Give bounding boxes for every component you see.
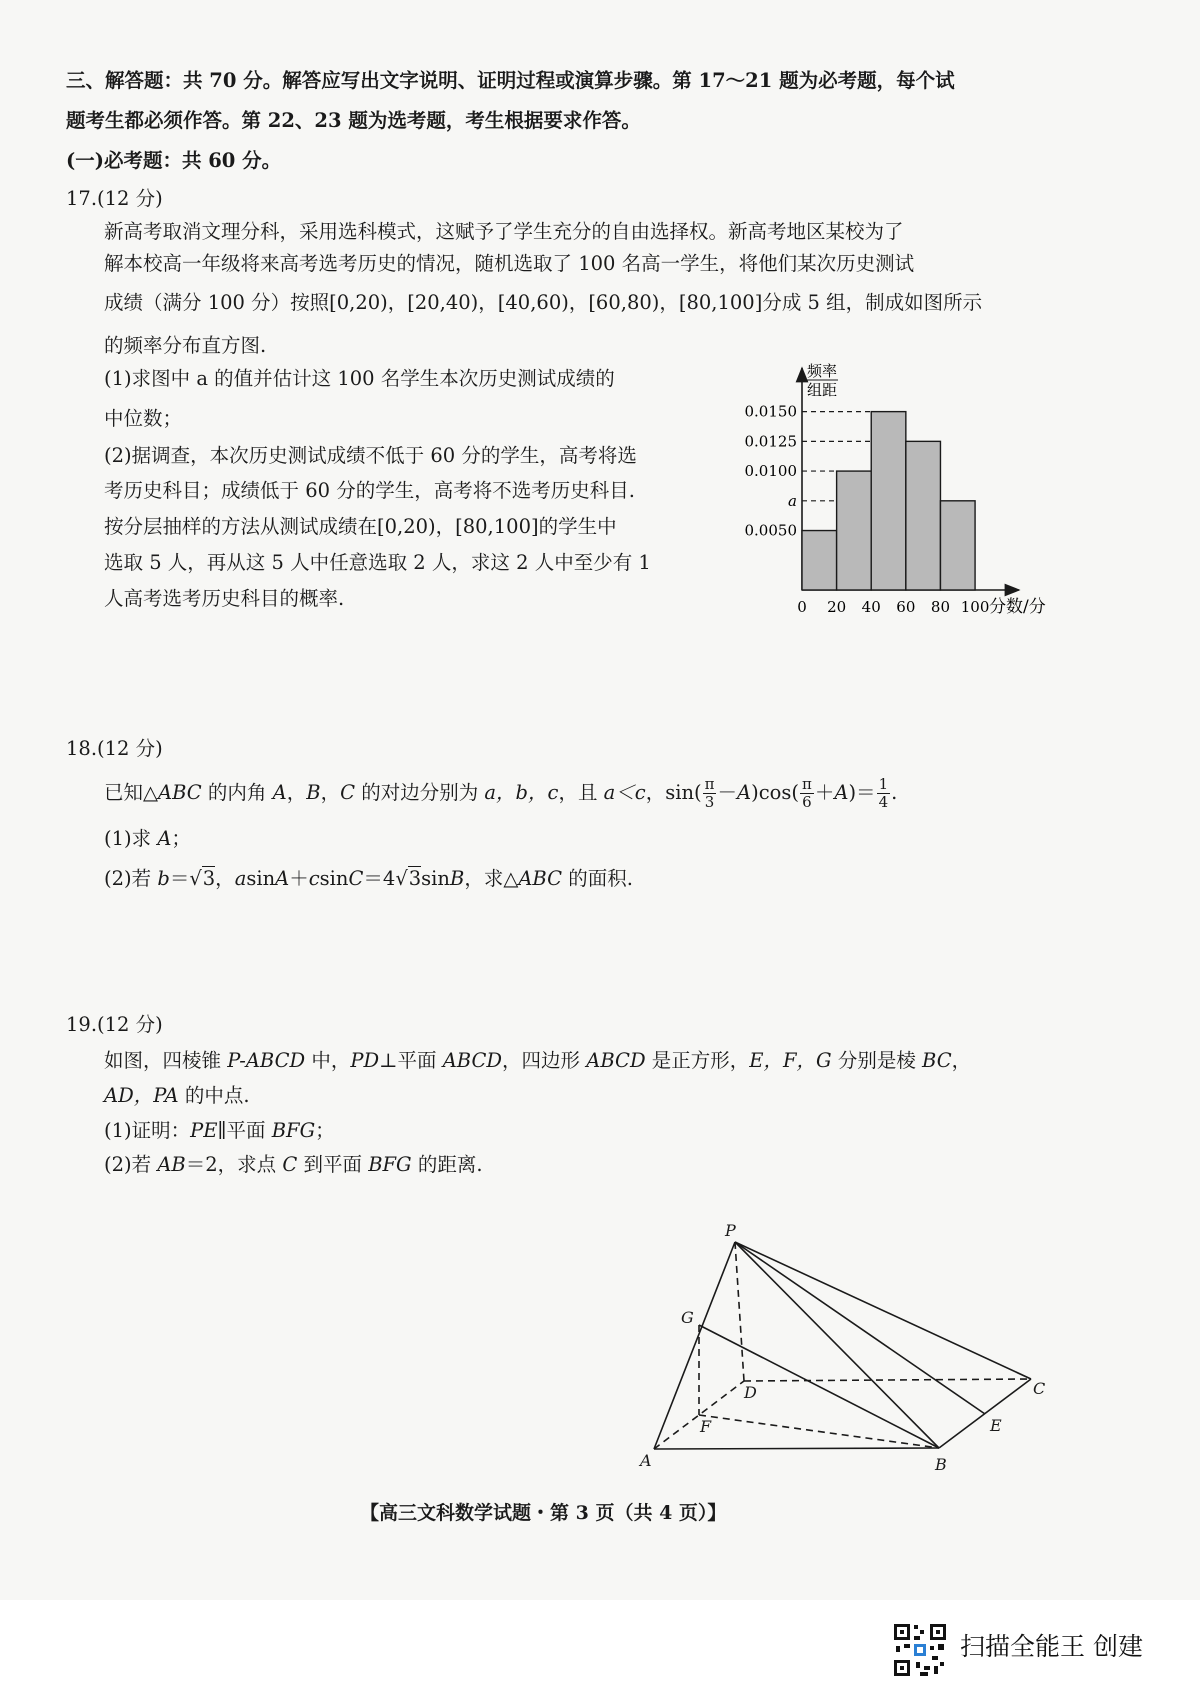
q18-stem: [104, 776, 897, 811]
fraction-denominator: 3: [704, 793, 715, 811]
q19-text: 的距离.: [411, 1153, 483, 1176]
vertex-label-B: B: [935, 1455, 947, 1474]
q17-part2-line4: 选取 5 人，再从这 5 人中任意选取 2 人，求这 2 人中至少有 1: [104, 551, 651, 574]
fraction-denominator: 4: [878, 793, 889, 811]
q18-var: A: [272, 781, 287, 804]
q19-text: 分别是棱: [831, 1049, 923, 1072]
q18-var: A: [157, 827, 172, 850]
q18-text: 的内角: [201, 781, 273, 804]
x-tick-label: 60: [896, 598, 916, 616]
q19-stem-line2: [104, 1083, 250, 1109]
histogram-bar: [802, 531, 837, 590]
q18-text: ＝4√: [363, 867, 408, 890]
q18-var: ABC: [158, 781, 202, 804]
q19-var: BFG: [271, 1119, 316, 1142]
x-tick-label: 20: [827, 598, 847, 616]
q19-part2: [104, 1152, 483, 1178]
fraction-numerator: π: [801, 775, 812, 793]
vertex-label-G: G: [681, 1308, 694, 1327]
q17-part2-line1: (2)据调查，本次历史测试成绩不低于 60 分的学生，高考将选: [104, 444, 637, 467]
page-footer: 【高三文科数学试题・第 3 页（共 4 页）】: [360, 1502, 727, 1524]
q17-intro-line4: 的频率分布直方图.: [104, 334, 267, 357]
y-axis-label-top: 频率: [806, 362, 838, 380]
fraction-one-quarter: [877, 776, 891, 811]
q19-var: ABCD: [442, 1049, 503, 1072]
x-tick-label: 100: [960, 598, 990, 616]
q18-var: A: [275, 867, 290, 890]
q19-var: BC: [922, 1049, 952, 1072]
q17-intro-line3: 成绩（满分 100 分）按照[0,20)，[20,40)，[40,60)，[60,80)，[80,100]分成 5 组，制成如图所示: [104, 291, 983, 314]
q17-part1-line1: (1)求图中 a 的值并估计这 100 名学生本次历史测试成绩的: [104, 367, 615, 390]
q19-var: AD，PA: [104, 1084, 179, 1107]
histogram-bar: [871, 412, 906, 590]
q18-text: sin: [246, 867, 276, 890]
q19-text: ＝2，求点: [185, 1153, 283, 1176]
q18-text: ，且: [558, 781, 604, 804]
y-tick-label: 0.0150: [744, 402, 797, 421]
q18-text: (2)若: [104, 867, 158, 890]
y-tick-label: a: [788, 491, 797, 510]
q18-var: B: [306, 781, 321, 804]
required-section-heading: (一)必考题：共 60 分。: [66, 149, 282, 172]
q17-intro-line2: 解本校高一年级将来高考选考历史的情况，随机选取了 100 名高一学生，将他们某次历史测试: [104, 252, 915, 275]
y-tick-label: 0.0125: [744, 432, 797, 451]
q18-var: C: [340, 781, 355, 804]
x-axis-label: 分数/分: [989, 597, 1046, 617]
x-tick-label: 80: [930, 598, 951, 616]
q19-text: (2)若: [104, 1153, 158, 1176]
y-tick-label: 0.0100: [744, 462, 797, 481]
question-17-number: 17.(12 分): [66, 187, 163, 210]
q19-var: PE: [190, 1119, 218, 1142]
q19-var: C: [282, 1153, 298, 1176]
q18-part1: [104, 826, 191, 852]
section-header-line2: 题考生都必须作答。第 22、23 题为选考题，考生根据要求作答。: [66, 109, 641, 132]
q19-text: 中，: [305, 1049, 351, 1072]
q19-part1: [104, 1118, 335, 1144]
q18-text: ，: [286, 781, 307, 804]
q18-text: (1)求: [104, 827, 158, 850]
q18-text: )cos(: [751, 781, 799, 804]
q18-var: a，b，c: [484, 781, 559, 804]
q18-text: 的面积.: [562, 867, 633, 890]
q18-text: ，求△: [464, 867, 519, 890]
histogram-bar: [940, 501, 975, 590]
q19-text: ；: [315, 1119, 335, 1142]
q19-var: P-ABCD: [227, 1049, 306, 1072]
q18-var: A: [834, 781, 849, 804]
question-18-number: 18.(12 分): [66, 737, 163, 760]
vertex-label-F: F: [700, 1417, 712, 1436]
fraction-pi-over-6: [800, 776, 814, 811]
histogram-bar: [906, 441, 941, 590]
q18-var: ABC: [518, 867, 563, 890]
q18-var: C: [348, 867, 364, 890]
q18-text: ，: [320, 781, 341, 804]
q19-text: ⊥平面: [379, 1049, 443, 1072]
fraction-denominator: 6: [802, 793, 812, 811]
q18-text: －: [717, 781, 737, 804]
q18-text: ＝√: [169, 867, 202, 890]
q18-var: c: [308, 867, 320, 890]
q19-text: 到平面: [297, 1153, 369, 1176]
x-tick-label: 0: [797, 598, 807, 616]
fraction-numerator: 1: [878, 775, 889, 793]
q19-var: ABCD: [586, 1049, 646, 1072]
y-axis-label-bottom: 组距: [806, 381, 838, 399]
q19-text: ∥平面: [217, 1119, 272, 1142]
q18-text: 已知△: [104, 781, 158, 804]
y-tick-label: 0.0050: [744, 521, 797, 540]
q18-var: A: [737, 781, 752, 804]
q19-var: BFG: [368, 1153, 412, 1176]
q18-text: 的对边分别为: [355, 781, 485, 804]
q18-text: .: [891, 781, 898, 804]
vertex-label-C: C: [1033, 1379, 1046, 1398]
q19-var: AB: [157, 1153, 186, 1176]
q19-var: E，F，G: [749, 1049, 832, 1072]
q19-text: 是正方形，: [645, 1049, 750, 1072]
q18-text: ＋: [289, 867, 309, 890]
histogram-bar: [837, 471, 872, 590]
fraction-numerator: π: [704, 775, 715, 793]
q19-text: ，: [951, 1049, 972, 1072]
q19-text: ，四边形: [502, 1049, 587, 1072]
q18-var: a: [234, 867, 247, 890]
vertex-label-P: P: [725, 1221, 736, 1240]
sqrt-radicand: 3: [408, 867, 422, 890]
q17-part2-line2: 考历史科目；成绩低于 60 分的学生，高考将不选考历史科目.: [104, 479, 635, 502]
section-header-line1: 三、解答题：共 70 分。解答应写出文字说明、证明过程或演算步骤。第 17～21 题为必考题，每个试: [66, 69, 955, 92]
q18-text: )＝: [848, 781, 876, 804]
fraction-pi-over-3: [703, 776, 717, 811]
q17-part2-line3: 按分层抽样的方法从测试成绩在[0,20)，[80,100]的学生中: [104, 515, 617, 538]
q18-text: sin: [421, 867, 450, 890]
q18-var: B: [449, 867, 465, 890]
q19-text: (1)证明：: [104, 1119, 191, 1142]
vertex-label-A: A: [640, 1451, 652, 1470]
qr-code-icon: [892, 1622, 948, 1678]
q18-text: sin: [319, 867, 349, 890]
q18-var: b: [157, 867, 170, 890]
frequency-histogram: [732, 362, 1092, 667]
scanner-brand-watermark: 扫描全能王 创建: [960, 1632, 1143, 1661]
q17-part1-line2: 中位数；: [104, 407, 183, 430]
q17-part2-line5: 人高考选考历史科目的概率.: [104, 587, 345, 610]
q19-text: 的中点.: [178, 1084, 250, 1107]
q18-text: ，sin(: [645, 781, 702, 804]
question-19-number: 19.(12 分): [66, 1013, 163, 1036]
q19-text: 如图，四棱锥: [104, 1049, 228, 1072]
q18-var: a＜c: [603, 781, 646, 804]
q18-part2: [104, 866, 633, 892]
q18-text: ＋: [814, 781, 835, 804]
vertex-label-D: D: [744, 1383, 757, 1402]
q19-stem-line1: [104, 1048, 971, 1074]
q17-intro-line1: 新高考取消文理分科，采用选科模式，这赋予了学生充分的自由选择权。新高考地区某校为了: [104, 220, 904, 243]
q18-text: ，: [215, 867, 235, 890]
q18-text: ；: [171, 827, 191, 850]
vertex-label-E: E: [990, 1416, 1002, 1435]
sqrt-radicand: 3: [202, 867, 216, 890]
q19-var: PD: [350, 1049, 380, 1072]
x-tick-label: 40: [861, 598, 881, 616]
